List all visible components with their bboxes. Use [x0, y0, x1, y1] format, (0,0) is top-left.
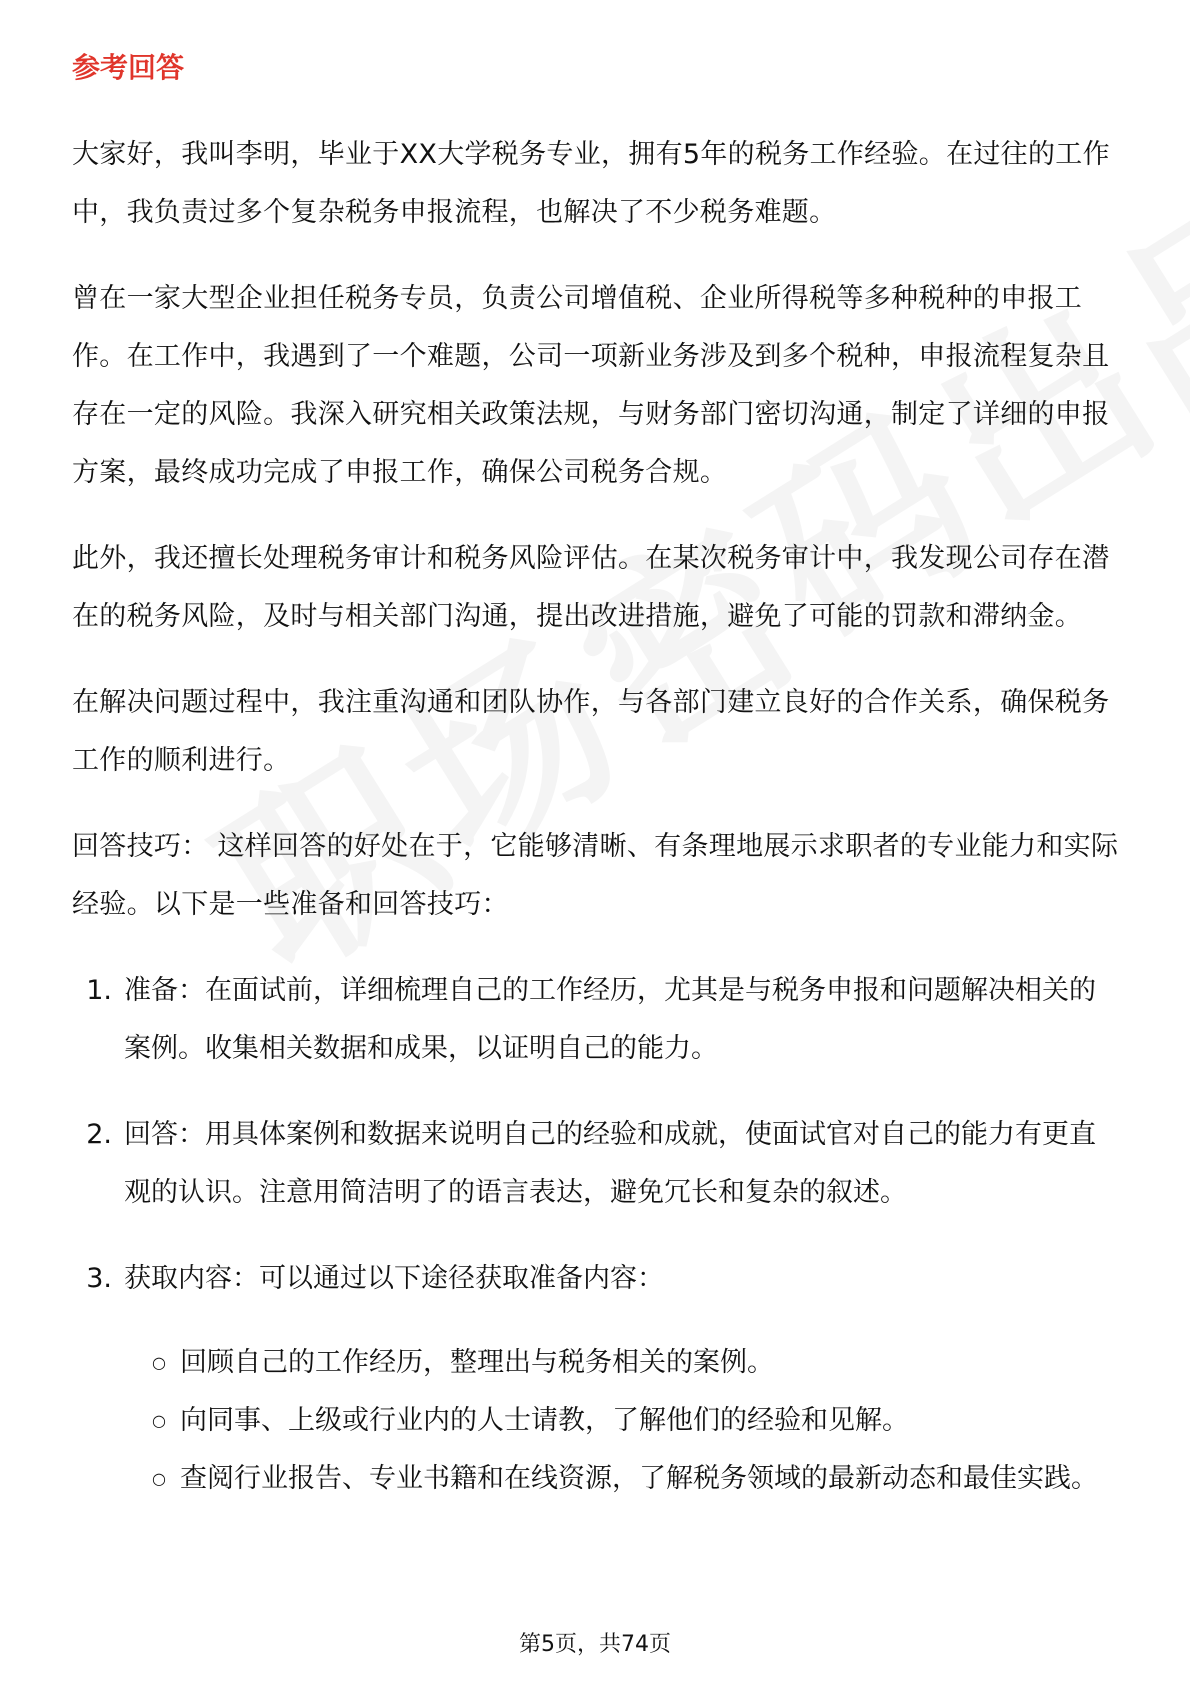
list-number: 2.: [86, 1119, 112, 1150]
section-title: 参考回答: [72, 51, 185, 84]
paragraph-teamwork: 在解决问题过程中，我注重沟通和团队协作，与各部门建立良好的合作关系，确保税务工作的顺利进行。: [72, 687, 1110, 776]
list-item: [72, 1250, 1122, 1308]
list-item: [72, 962, 1122, 1078]
bullet-item-text: 查阅行业报告、专业书籍和在线资源，了解税务领域的最新动态和最佳实践。: [180, 1463, 1098, 1494]
bullet-icon: ○: [152, 1469, 166, 1488]
bullet-item: [152, 1334, 1122, 1392]
ordered-list: [72, 962, 1122, 1308]
paragraph-intro: 大家好，我叫李明，毕业于XX大学税务专业，拥有5年的税务工作经验。在过往的工作中，我负责过多个复杂税务申报流程，也解决了不少税务难题。: [72, 139, 1110, 228]
bullet-item: [152, 1450, 1122, 1508]
bullet-list: [72, 1334, 1122, 1508]
bullet-icon: ○: [152, 1353, 166, 1372]
list-item-text: 获取内容：可以通过以下途径获取准备内容：: [124, 1263, 664, 1294]
bullet-item-text: 向同事、上级或行业内的人士请教，了解他们的经验和见解。: [180, 1405, 909, 1436]
bullet-item-text: 回顾自己的工作经历，整理出与税务相关的案例。: [180, 1347, 774, 1378]
list-number: 3.: [86, 1263, 112, 1294]
page-number: 第5页，共74页: [519, 1632, 671, 1657]
list-item-text: 回答：用具体案例和数据来说明自己的经验和成就，使面试官对自己的能力有更直观的认识。注意用简洁明了的语言表达，避免冗长和复杂的叙述。: [124, 1119, 1096, 1208]
paragraph-tips: 回答技巧： 这样回答的好处在于，它能够清晰、有条理地展示求职者的专业能力和实际经验。以下是一些准备和回答技巧：: [72, 831, 1119, 920]
list-item: [72, 1106, 1122, 1222]
list-item-text: 准备：在面试前，详细梳理自己的工作经历，尤其是与税务申报和问题解决相关的案例。收集相关数据和成果，以证明自己的能力。: [124, 975, 1096, 1064]
bullet-item: [152, 1392, 1122, 1450]
paragraph-experience: 曾在一家大型企业担任税务专员，负责公司增值税、企业所得税等多种税种的申报工作。在工作中，我遇到了一个难题，公司一项新业务涉及到多个税种，申报流程复杂且存在一定的风险。我深入研究相关政策法规，与财务部门密切沟通，制定了详细的申报方案，最终成功完成了申报工作，确保公司税务合规。: [72, 283, 1110, 488]
paragraph-audit: 此外，我还擅长处理税务审计和税务风险评估。在某次税务审计中，我发现公司存在潜在的税务风险，及时与相关部门沟通，提出改进措施，避免了可能的罚款和滞纳金。: [72, 543, 1110, 632]
bullet-icon: ○: [152, 1411, 166, 1430]
page-content: [72, 48, 1122, 1508]
list-number: 1.: [86, 975, 112, 1006]
